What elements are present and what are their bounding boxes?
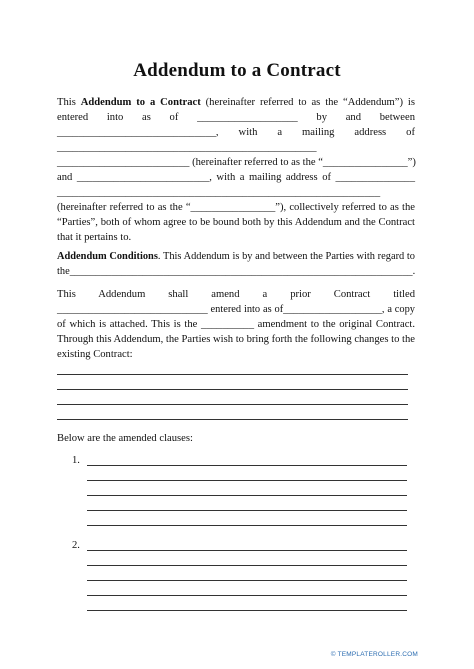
intro-line-9: “Parties”, both of whom agree to be bound both by this Addendum and the Contract <box>57 217 415 228</box>
amend-line-3: of which is attached. This is the __________ amendment to the original Contract. <box>57 319 415 330</box>
clause-1-line[interactable] <box>87 480 407 481</box>
clause-1-line[interactable] <box>87 510 407 511</box>
document-title: Addendum to a Contract <box>133 60 341 81</box>
clause-1-line[interactable] <box>87 495 407 496</box>
clause-1-line[interactable] <box>87 465 407 466</box>
clause-1-line[interactable] <box>87 525 407 526</box>
conditions-line-2: the__________________________________________________________________. <box>57 266 416 277</box>
changes-blank-line[interactable] <box>57 374 408 375</box>
intro-line-5: _________________________ (hereinafter referred to as the “________________”) <box>57 157 416 168</box>
clause-number-1: 1. <box>72 455 80 466</box>
intro-line-8: (hereinafter referred to as the “________________”), collectively referred to as the <box>57 202 415 213</box>
changes-blank-line[interactable] <box>57 404 408 405</box>
intro-line-3: ______________________________, with a mailing address of <box>57 127 415 138</box>
amend-line-2: _____________________________ entered into as of___________________, a copy <box>57 304 415 315</box>
clause-2-line[interactable] <box>87 595 407 596</box>
intro-line-6: and _________________________, with a mailing address of _______________ <box>57 172 415 183</box>
amend-line-5: existing Contract: <box>57 349 133 360</box>
clause-2-line[interactable] <box>87 610 407 611</box>
intro-doc-name: Addendum to a Contract <box>80 97 201 108</box>
intro-line-7: _____________________________________________________________ <box>57 187 381 198</box>
footer-watermark: © TEMPLATEROLLER.COM <box>330 651 418 658</box>
amend-line-4: Through this Addendum, the Parties wish to bring forth the following changes to the <box>57 334 415 345</box>
intro-line-10: that it pertains to. <box>57 232 132 243</box>
clause-2-line[interactable] <box>87 550 407 551</box>
clause-number-2: 2. <box>72 540 80 551</box>
changes-blank-line[interactable] <box>57 419 408 420</box>
conditions-line-1 <box>57 250 415 263</box>
intro-line-4: _________________________________________________ <box>57 142 317 153</box>
clause-2-line[interactable] <box>87 580 407 581</box>
intro-hereinafter: (hereinafter referred to as the “Addendum”) is <box>205 97 415 108</box>
conditions-heading: Addendum Conditions <box>57 251 158 262</box>
changes-blank-line[interactable] <box>57 389 408 390</box>
clauses-intro: Below are the amended clauses: <box>57 433 193 444</box>
clause-2-line[interactable] <box>87 565 407 566</box>
intro-line-1 <box>57 96 415 109</box>
amend-line-1: This Addendum shall amend a prior Contract titled <box>57 289 415 300</box>
intro-line-2: entered into as of ___________________ by and between <box>57 112 415 123</box>
intro-this: This <box>57 97 76 108</box>
conditions-text: . This Addendum is by and between the Parties with regard to <box>157 251 415 262</box>
